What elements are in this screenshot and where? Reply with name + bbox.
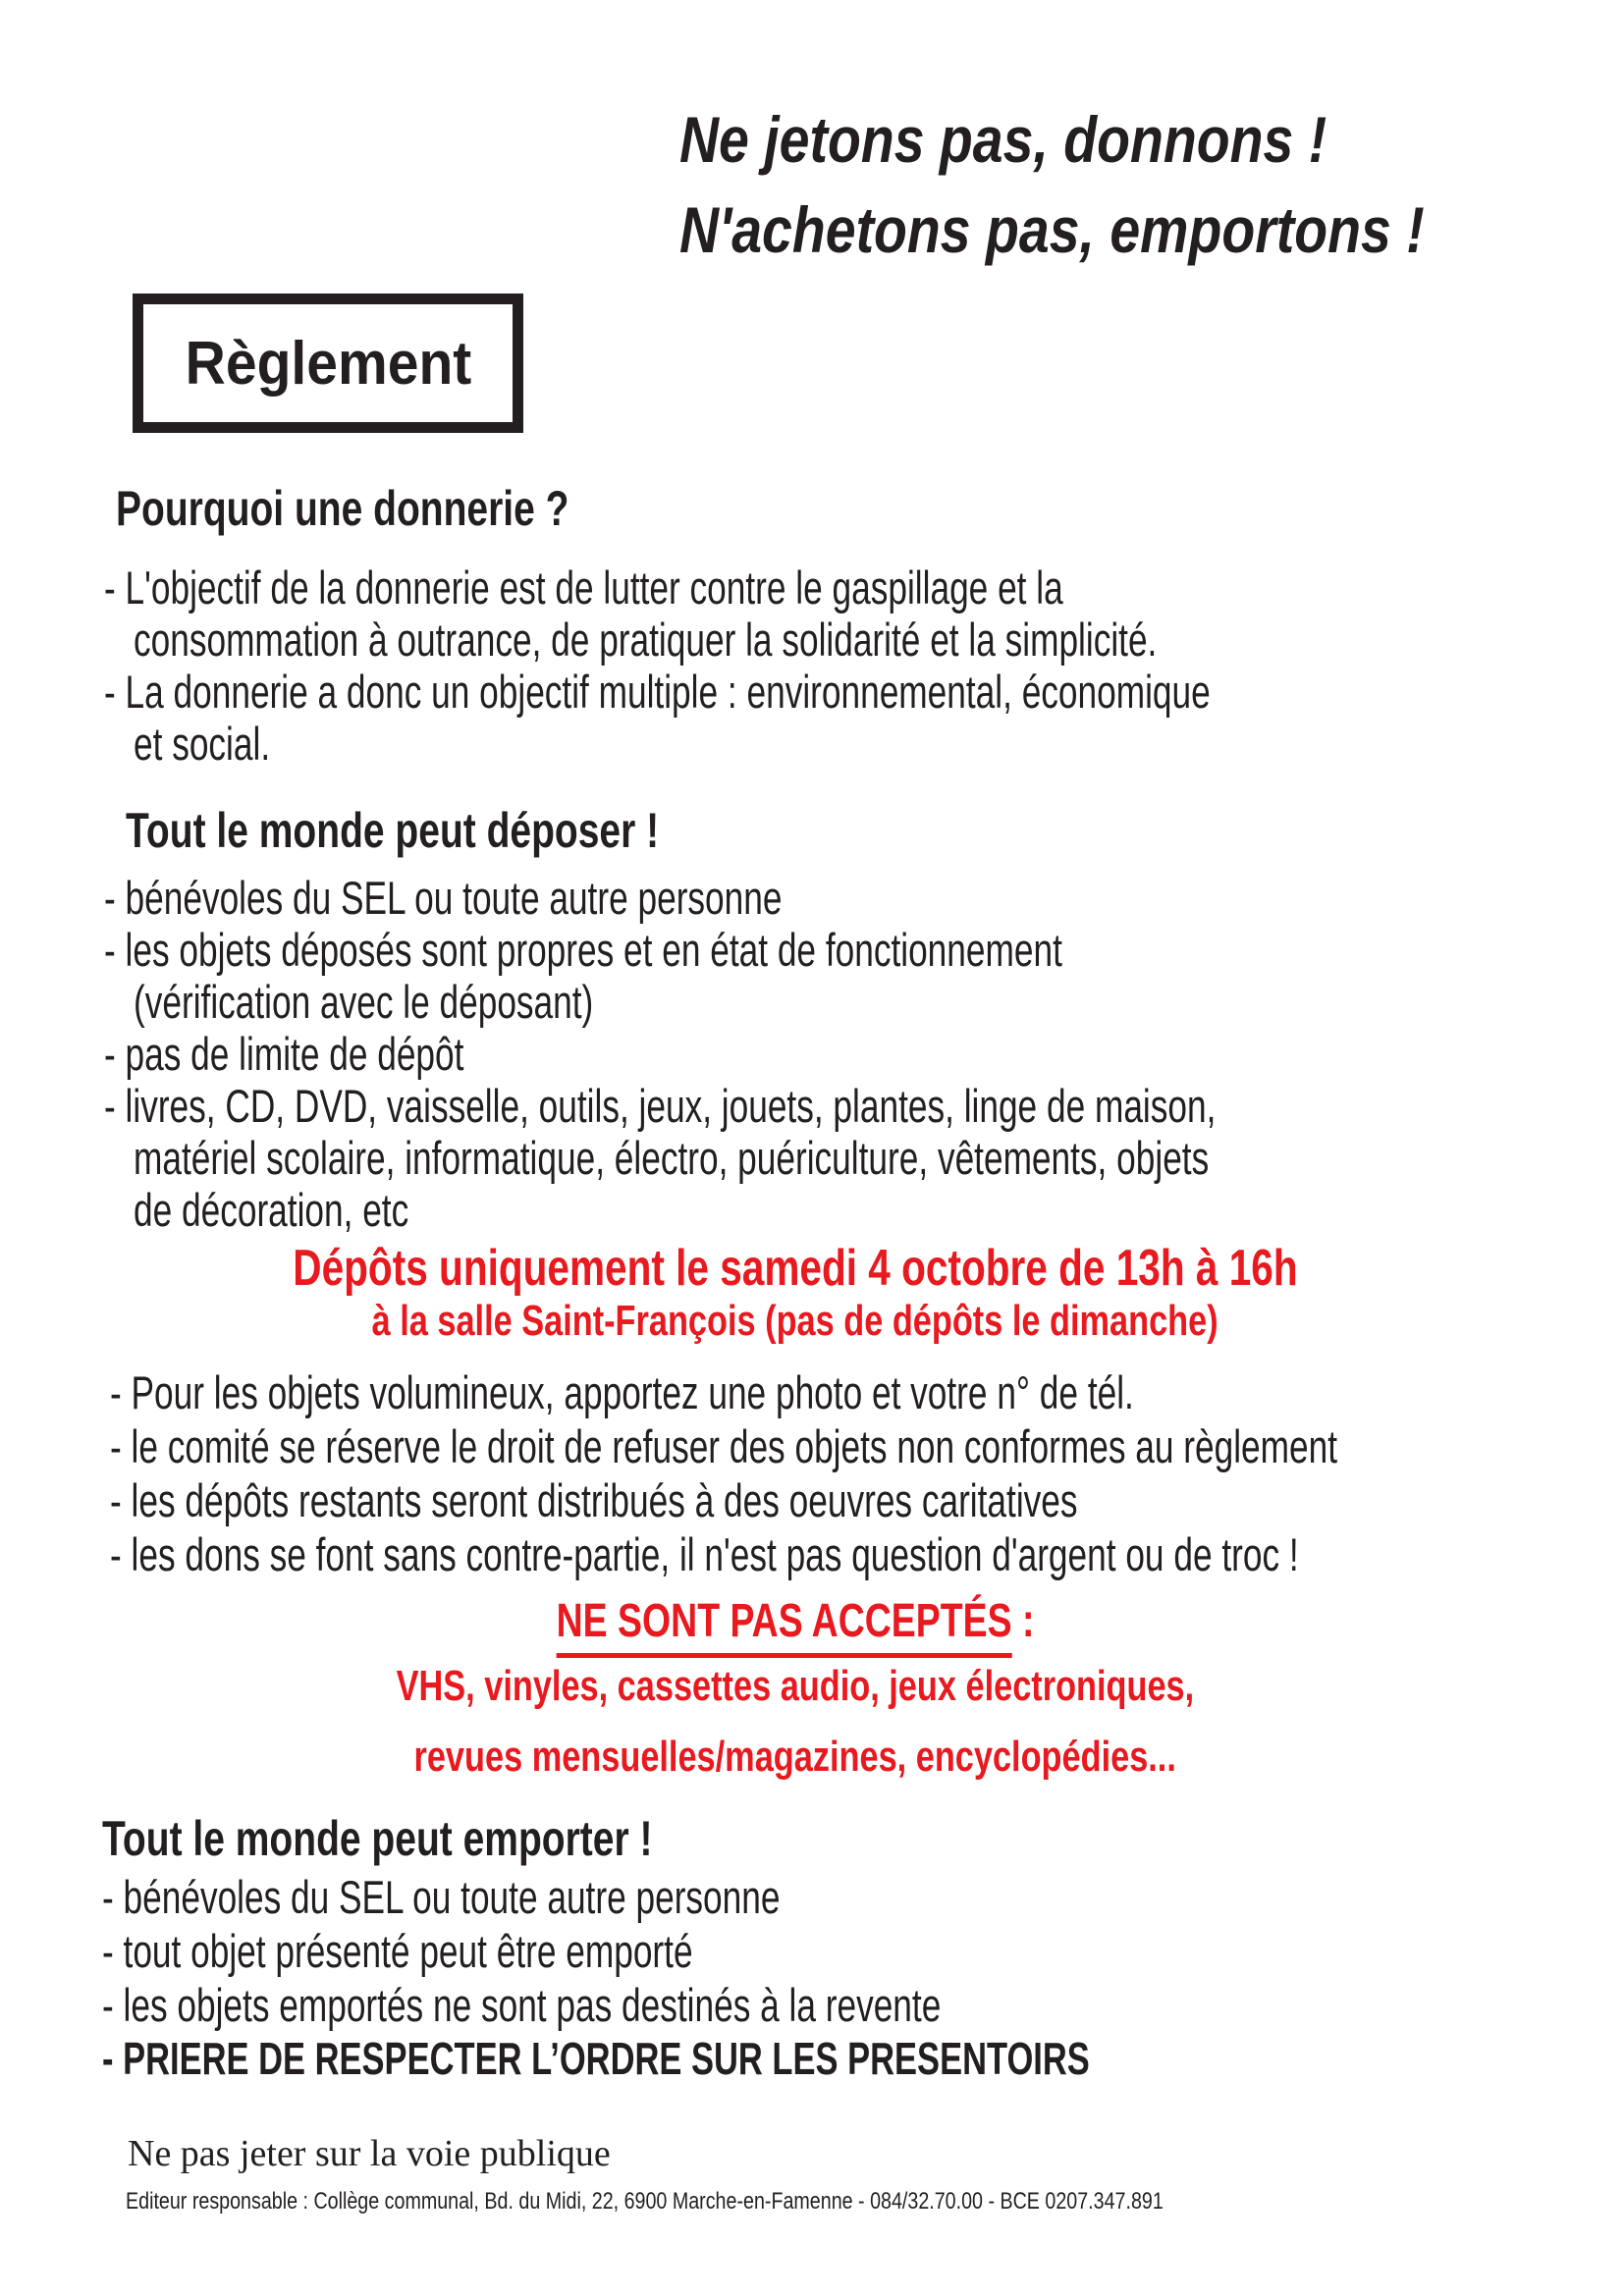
why-paragraphs — [0, 561, 1624, 770]
body-line: matériel scolaire, informatique, électro, puériculture, vêtements, objets — [134, 1132, 1210, 1184]
footer-publisher-line: Editeur responsable : Collège communal, Bd. du Midi, 22, 6900 Marche-en-Famenne - 084/32.70.00 - BCE 0207.347.891 — [126, 2188, 1164, 2215]
body-line: (vérification avec le déposant) — [134, 976, 594, 1028]
body-line: - bénévoles du SEL ou toute autre personne — [102, 1871, 781, 1923]
reglement-badge-label: Règlement — [185, 329, 471, 398]
deposit-bullets — [0, 872, 1624, 1236]
body-line: - le comité se réserve le droit de refuser des objets non conformes au règlement — [110, 1420, 1338, 1472]
section-heading-why-text: Pourquoi une donnerie ? — [116, 481, 569, 536]
slogan-line-2-text: N'achetons pas, emportons ! — [679, 193, 1425, 266]
section-heading-take-text: Tout le monde peut emporter ! — [102, 1811, 653, 1866]
not-accepted-heading-text: NE SONT PAS ACCEPTÉS : — [557, 1595, 1035, 1648]
body-line: - les dépôts restants seront distribués à des oeuvres caritatives — [110, 1474, 1078, 1526]
body-line: - pas de limite de dépôt — [104, 1028, 464, 1080]
body-line: - les objets déposés sont propres et en état de fonctionnement — [104, 924, 1062, 976]
body-line: de décoration, etc — [134, 1184, 409, 1236]
slogan-line-1 — [679, 94, 1566, 185]
respect-order-emphasis-line: - PRIERE DE RESPECTER L’ORDRE SUR LES PRESENTOIRS — [102, 2033, 1090, 2084]
reglement-badge-frame — [173, 329, 484, 399]
content-column — [0, 481, 1624, 2216]
body-line: consommation à outrance, de pratiquer la solidarité et la simplicité. — [134, 614, 1158, 666]
section-heading-take — [0, 1811, 1624, 1866]
slogan — [679, 94, 1566, 275]
slogan-line-1-text: Ne jetons pas, donnons ! — [679, 103, 1327, 176]
deposit-notice-line-1: Dépôts uniquement le samedi 4 octobre de 13h à 16h — [293, 1240, 1298, 1297]
footer-notice: Ne pas jeter sur la voie publique — [128, 2133, 611, 2174]
not-accepted-heading — [0, 1595, 1591, 1648]
body-line: - tout objet présenté peut être emporté — [102, 1925, 693, 1977]
slogan-line-2 — [679, 185, 1566, 275]
take-bullets — [0, 1870, 1624, 2086]
section-heading-deposit-text: Tout le monde peut déposer ! — [126, 803, 660, 858]
not-accepted-line-2: revues mensuelles/magazines, encyclopédies... — [413, 1733, 1177, 1781]
not-accepted-line-1: VHS, vinyles, cassettes audio, jeux électroniques, — [396, 1662, 1195, 1710]
body-line: - bénévoles du SEL ou toute autre personne — [104, 872, 783, 924]
body-line: - les objets emportés ne sont pas destinés à la revente — [102, 1979, 942, 2031]
body-line: et social. — [134, 718, 271, 770]
body-line: - livres, CD, DVD, vaisselle, outils, jeux, jouets, plantes, linge de maison, — [104, 1080, 1217, 1132]
body-line: - Pour les objets volumineux, apportez une photo et votre n° de tél. — [110, 1366, 1134, 1418]
deposit-rules — [0, 1365, 1624, 1581]
body-line: - La donnerie a donc un objectif multiple : environnemental, économique — [104, 666, 1211, 718]
body-line: - L'objectif de la donnerie est de lutter contre le gaspillage et la — [104, 561, 1063, 614]
reglement-badge — [133, 294, 523, 433]
deposit-notice-line-2: à la salle Saint-François (pas de dépôts le dimanche) — [371, 1297, 1219, 1345]
section-heading-deposit — [0, 803, 1624, 858]
body-line: - les dons se font sans contre-partie, il n'est pas question d'argent ou de troc ! — [110, 1528, 1299, 1580]
section-heading-why — [0, 481, 1624, 536]
